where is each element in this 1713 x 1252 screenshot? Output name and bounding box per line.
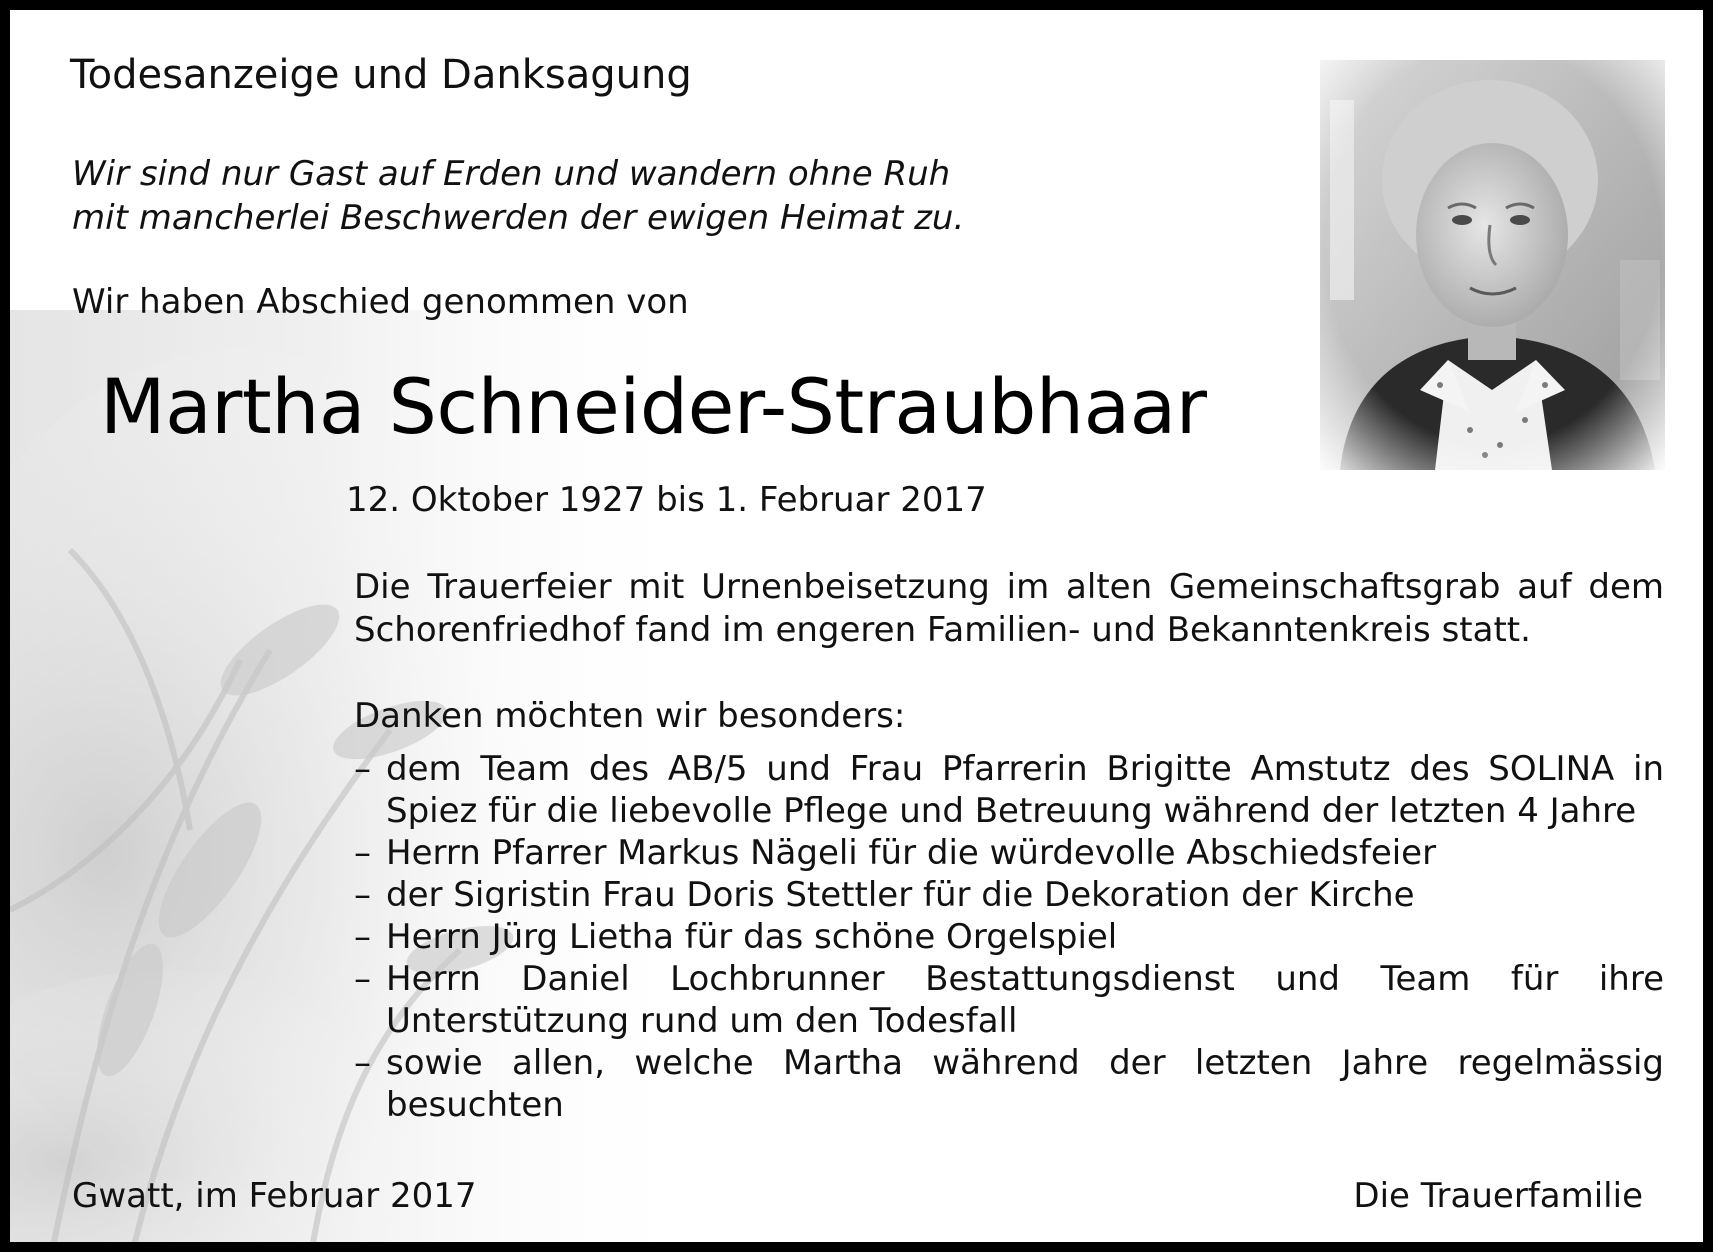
- signature: Die Trauerfamilie: [1353, 1176, 1643, 1216]
- portrait-photo: [1320, 60, 1665, 470]
- life-dates: 12. Oktober 1927 bis 1. Februar 2017: [346, 480, 987, 520]
- thanks-item: – dem Team des AB/5 und Frau Pfarrerin Brigitte Amstutz des SOLINA in Spiez für die liebevolle Pflege und Betreuung während der letzten 4 Jahre: [354, 748, 1664, 832]
- thanks-item: – sowie allen, welche Martha während der letzten Jahre regelmässig besuchten: [354, 1042, 1664, 1126]
- farewell-intro: Wir haben Abschied genommen von: [72, 282, 689, 322]
- thanks-list: [354, 748, 1664, 1126]
- place-date: Gwatt, im Februar 2017: [72, 1176, 477, 1216]
- thanks-title: Danken möchten wir besonders:: [354, 696, 906, 736]
- thanks-item: – Herrn Daniel Lochbrunner Bestattungsdienst und Team für ihre Unterstützung rund um den Todesfall: [354, 958, 1664, 1042]
- notice-heading: Todesanzeige und Danksagung: [70, 52, 692, 98]
- thanks-item: – Herrn Jürg Lietha für das schöne Orgelspiel: [354, 916, 1664, 958]
- poem-line-2: mit mancherlei Beschwerden der ewigen Heimat zu.: [72, 198, 965, 238]
- poem-line-1: Wir sind nur Gast auf Erden und wandern ohne Ruh: [72, 154, 951, 194]
- ceremony-text: Die Trauerfeier mit Urnenbeisetzung im alten Gemeinschaftsgrab auf dem Schorenfriedhof fand im engeren Familien- und Bekanntenkreis statt.: [354, 567, 1664, 650]
- deceased-name: Martha Schneider-Straubhaar: [100, 362, 1207, 451]
- thanks-item: – Herrn Pfarrer Markus Nägeli für die würdevolle Abschiedsfeier: [354, 832, 1664, 874]
- thanks-item: – der Sigristin Frau Doris Stettler für die Dekoration der Kirche: [354, 874, 1664, 916]
